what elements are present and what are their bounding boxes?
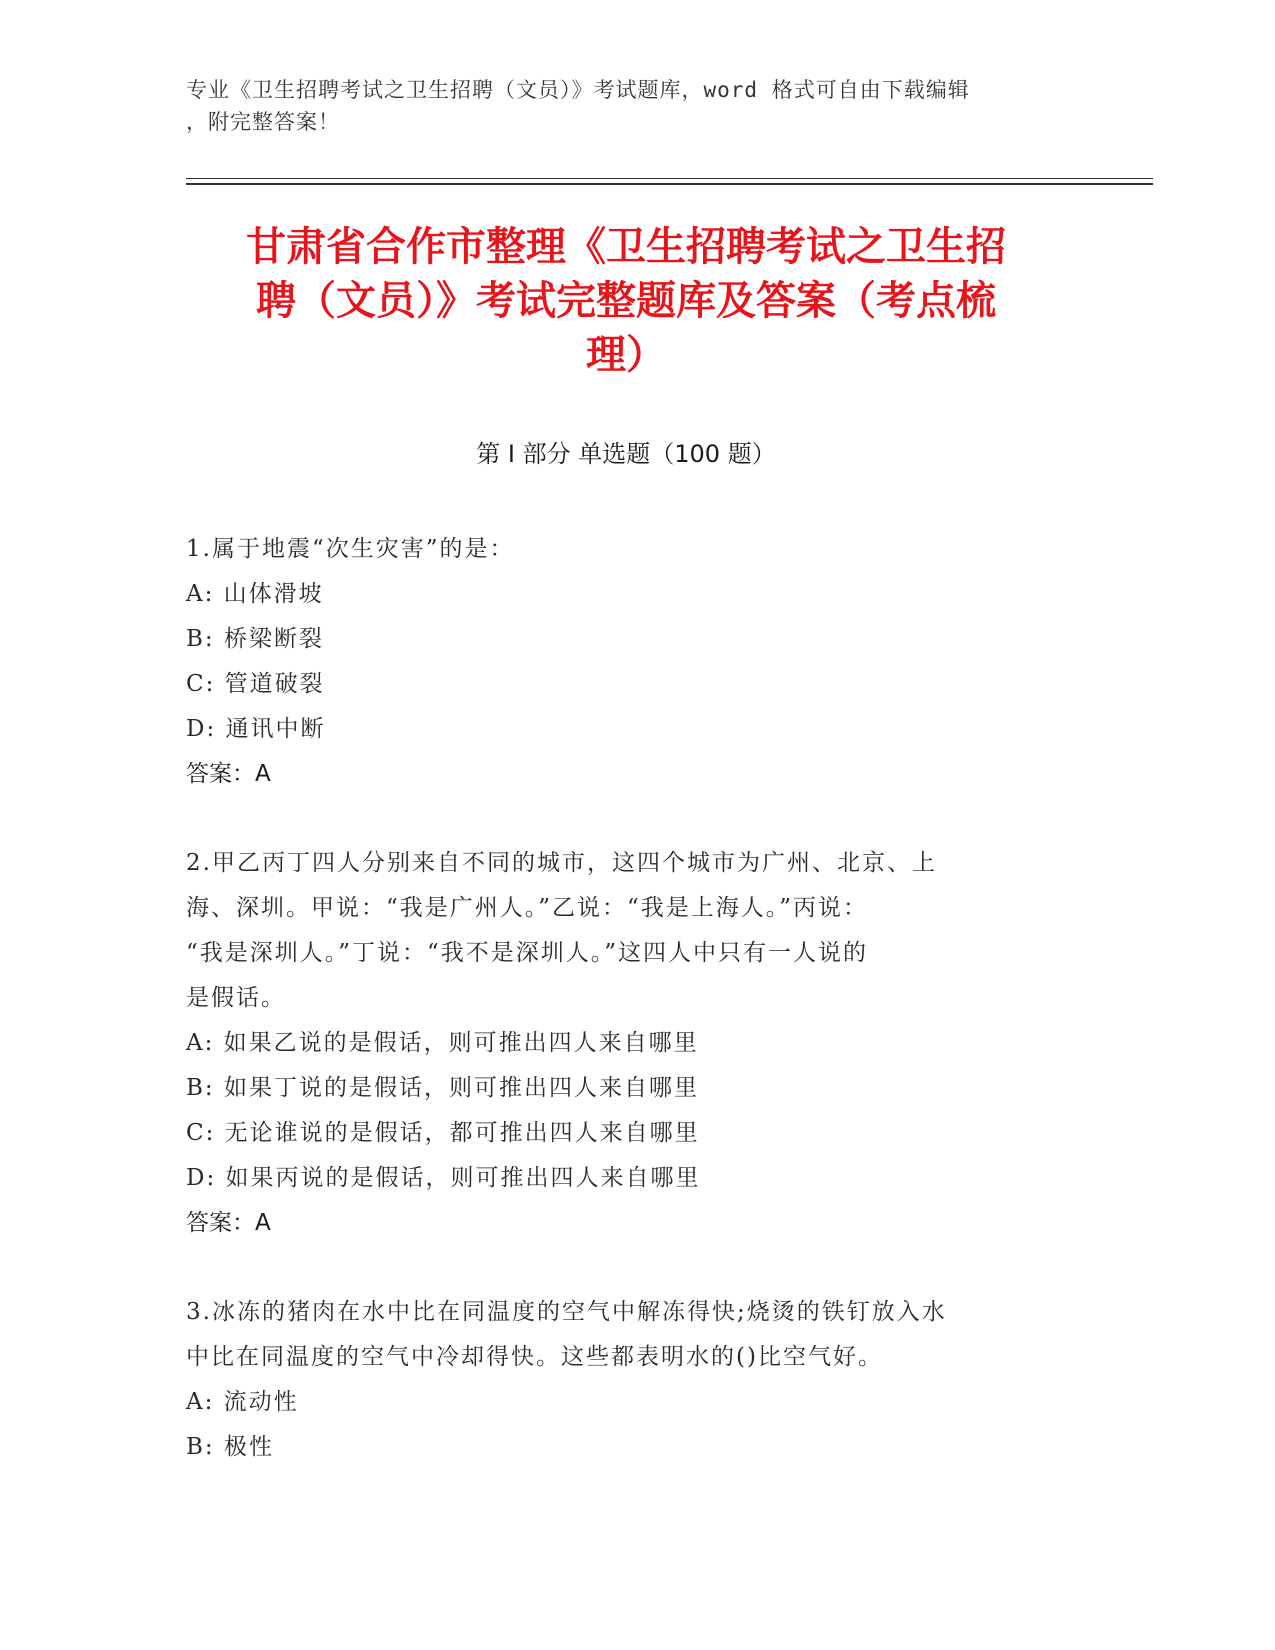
option-a: A: 山体滑坡 <box>186 581 324 607</box>
question-item <box>186 1290 1066 1470</box>
header-note-line: 专业《卫生招聘考试之卫生招聘（文员）》考试题库，word 格式可自由下载编辑 <box>186 78 970 102</box>
title-line: 理） <box>586 332 666 378</box>
option-b: B: 极性 <box>186 1434 274 1460</box>
document-title <box>186 220 1066 382</box>
question-stem: 海、深圳。甲说：“我是广州人。”乙说：“我是上海人。”丙说： <box>186 895 869 921</box>
option-c: C: 无论谁说的是假话，都可推出四人来自哪里 <box>186 1120 700 1146</box>
question-stem: 2.甲乙丙丁四人分别来自不同的城市，这四个城市为广州、北京、上 <box>186 850 937 876</box>
title-line: 甘肃省合作市整理《卫生招聘考试之卫生招 <box>246 224 1006 270</box>
answer-line: 答案：A <box>186 761 271 787</box>
header-rule-thin <box>186 178 1153 179</box>
option-a: A: 流动性 <box>186 1389 299 1415</box>
option-d: D: 通讯中断 <box>186 716 326 742</box>
option-b: B: 如果丁说的是假话，则可推出四人来自哪里 <box>186 1075 699 1101</box>
option-c: C: 管道破裂 <box>186 671 325 697</box>
header-note <box>186 74 1066 138</box>
header-note-line: ，附完整答案！ <box>186 110 340 134</box>
question-stem: 是假话。 <box>186 985 286 1011</box>
option-a: A: 如果乙说的是假话，则可推出四人来自哪里 <box>186 1030 699 1056</box>
question-stem: 3.冰冻的猪肉在水中比在同温度的空气中解冻得快;烧烫的铁钉放入水 <box>186 1299 947 1325</box>
title-line: 聘（文员）》考试完整题库及答案（考点梳 <box>256 278 996 324</box>
question-stem: “我是深圳人。”丁说：“我不是深圳人。”这四人中只有一人说的 <box>186 940 869 966</box>
answer-line: 答案：A <box>186 1210 271 1236</box>
option-b: B: 桥梁断裂 <box>186 626 324 652</box>
question-item <box>186 841 1066 1246</box>
question-item <box>186 527 1066 797</box>
header-rule-thick <box>186 183 1153 185</box>
question-stem: 中比在同温度的空气中冷却得快。这些都表明水的()比空气好。 <box>186 1344 883 1370</box>
section-heading: 第 I 部分 单选题（100 题） <box>476 440 776 468</box>
question-list <box>186 527 1066 1514</box>
option-d: D: 如果丙说的是假话，则可推出四人来自哪里 <box>186 1165 701 1191</box>
question-stem: 1.属于地震“次生灾害”的是： <box>186 536 515 562</box>
